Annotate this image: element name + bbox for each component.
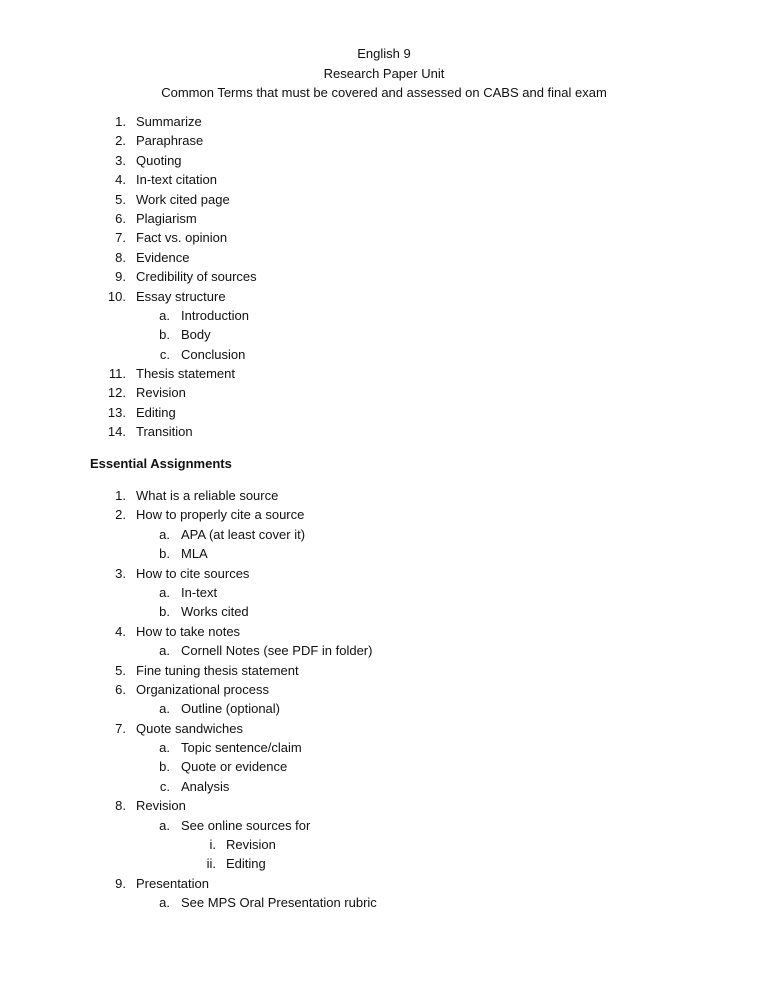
list-marker: a.	[159, 643, 170, 659]
list-marker: 8.	[115, 249, 126, 265]
list-marker: 6.	[115, 210, 126, 226]
list-item-text: Topic sentence/claim	[181, 740, 302, 756]
list-item-text: Credibility of sources	[136, 269, 257, 285]
list-item-text: Editing	[226, 856, 266, 872]
list-marker: 4.	[115, 623, 126, 639]
list-item-text: Outline (optional)	[181, 701, 280, 717]
list-marker: b.	[159, 327, 170, 343]
list-marker: a.	[159, 307, 170, 323]
list-item-text: How to take notes	[136, 623, 241, 639]
list-item-text: Revision	[136, 385, 186, 401]
list-item-text: Body	[181, 327, 211, 343]
list-marker: 4.	[115, 172, 126, 188]
list-marker: 13.	[107, 404, 126, 420]
list-item-text: Cornell Notes (see PDF in folder)	[181, 643, 373, 659]
list-marker: 8.	[115, 798, 126, 814]
list-item-text: How to properly cite a source	[136, 507, 305, 523]
document-header	[0, 44, 768, 103]
list-marker: 3.	[115, 152, 126, 168]
list-marker: 7.	[115, 230, 126, 246]
list-item-text: How to cite sources	[136, 565, 250, 581]
list-item-text: What is a reliable source	[136, 488, 279, 503]
list-item-text: Editing	[136, 404, 176, 420]
list-marker: b.	[159, 604, 170, 620]
list-item-text: Revision	[136, 798, 186, 814]
list-item-text: Works cited	[181, 604, 249, 620]
terms-heading: Common Terms that must be covered and assessed on CABS and final exam	[161, 85, 607, 100]
list-item-text: In-text	[181, 584, 218, 600]
list-marker: 5.	[115, 662, 126, 678]
list-item-text: Transition	[136, 424, 193, 440]
list-marker: 2.	[115, 133, 126, 149]
list-marker: 11.	[108, 366, 126, 382]
list-marker: c.	[159, 346, 170, 362]
list-item-text: Quote or evidence	[181, 759, 288, 775]
list-item-text: Analysis	[181, 778, 230, 794]
list-item-text: Paraphrase	[136, 133, 204, 149]
list-item-text: Organizational process	[136, 681, 269, 697]
list-item-text: Quoting	[136, 152, 182, 168]
list-item-text: Quote sandwiches	[136, 720, 243, 736]
list-item-text: MLA	[181, 546, 208, 562]
unit-title: Research Paper Unit	[323, 65, 445, 81]
list-marker: i.	[209, 837, 216, 853]
list-marker: 5.	[115, 191, 126, 207]
list-item-text: Presentation	[136, 875, 209, 891]
list-marker: a.	[159, 701, 170, 717]
list-item-text: Introduction	[181, 307, 249, 323]
list-marker: 9.	[115, 875, 126, 891]
list-marker: 3.	[115, 565, 126, 581]
list-item-text: Conclusion	[181, 346, 246, 362]
list-marker: 12.	[107, 385, 126, 401]
list-marker: 6.	[115, 681, 126, 697]
list-marker: 1.	[115, 114, 126, 129]
list-marker: a.	[159, 584, 170, 600]
list-item-text: See MPS Oral Presentation rubric	[181, 895, 377, 911]
list-marker: c.	[159, 778, 170, 794]
list-marker: b.	[159, 546, 170, 562]
list-marker: 14.	[107, 424, 126, 440]
list-marker: 7.	[115, 720, 126, 736]
list-item-text: APA (at least cover it)	[181, 526, 306, 542]
list-marker: 10.	[107, 288, 126, 304]
list-marker: ii.	[206, 856, 216, 872]
list-marker: 9.	[115, 269, 126, 285]
list-item-text: Work cited page	[136, 191, 230, 207]
list-marker: a.	[159, 817, 170, 833]
list-marker: 1.	[115, 488, 126, 503]
assignments-heading: Essential Assignments	[90, 456, 232, 471]
list-marker: a.	[159, 740, 170, 756]
list-item-text: Evidence	[136, 249, 190, 265]
list-marker: a.	[159, 526, 170, 542]
course-title: English 9	[357, 46, 411, 61]
list-marker: a.	[159, 895, 170, 911]
list-item-text: Thesis statement	[136, 366, 235, 382]
list-item-text: Summarize	[136, 114, 202, 129]
list-item-text: Revision	[226, 837, 276, 853]
list-item-text: Fine tuning thesis statement	[136, 662, 299, 678]
list-item-text: Plagiarism	[136, 210, 197, 226]
list-marker: 2.	[115, 507, 126, 523]
list-item-text: Fact vs. opinion	[136, 230, 228, 246]
list-marker: b.	[159, 759, 170, 775]
list-item-text: In-text citation	[136, 172, 217, 188]
list-item-text: See online sources for	[181, 817, 311, 833]
list-item-text: Essay structure	[136, 288, 226, 304]
